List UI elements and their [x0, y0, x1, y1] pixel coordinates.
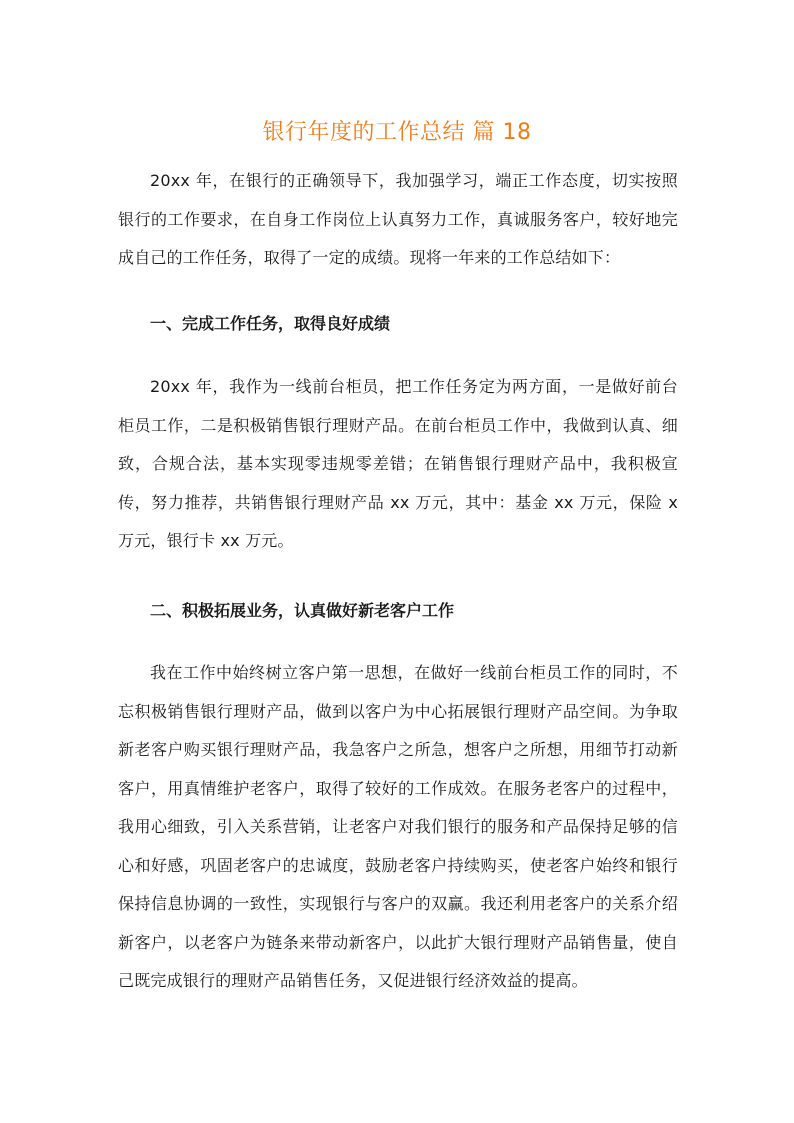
intro-paragraph: 20xx 年，在银行的正确领导下，我加强学习，端正工作态度，切实按照银行的工作要求，在自身工作岗位上认真努力工作，真诚服务客户，较好地完成自己的工作任务，取得了一定的成绩。现将一年来的工作总结如下： — [118, 171, 678, 267]
section-heading-1: 一、完成工作任务，取得良好成绩 — [150, 314, 391, 333]
document-title: 银行年度的工作总结 篇 18 — [262, 119, 532, 145]
section-2-paragraph: 我在工作中始终树立客户第一思想，在做好一线前台柜员工作的同时，不忘积极销售银行理财产品，做到以客户为中心拓展银行理财产品空间。为争取新老客户购买银行理财产品，我急客户之所急，想客户之所想，用细节打动新客户，用真情维护老客户，取得了较好的工作成效。在服务老客户的过程中，我用心细致，引入关系营销，让老客户对我们银行的服务和产品保持足够的信心和好感，巩固老客户的忠诚度，鼓励老客户持续购买，使老客户始终和银行保持信息协调的一致性，实现银行与客户的双赢。我还利用老客户的关系介绍新客户，以老客户为链条来带动新客户，以此扩大银行理财产品销售量，使自己既完成银行的理财产品销售任务，又促进银行经济效益的提高。 — [118, 663, 678, 990]
section-1-paragraph: 20xx 年，我作为一线前台柜员，把工作任务定为两方面，一是做好前台柜员工作，二是积极销售银行理财产品。在前台柜员工作中，我做到认真、细致，合规合法，基本实现零违规零差错；在销售银行理财产品中，我积极宣传，努力推荐，共销售银行理财产品 xx 万元，其中：基金 xx 万元，保险 x 万元，银行卡 xx 万元。 — [118, 377, 678, 550]
section-heading-2: 二、积极拓展业务，认真做好新老客户工作 — [150, 601, 455, 620]
